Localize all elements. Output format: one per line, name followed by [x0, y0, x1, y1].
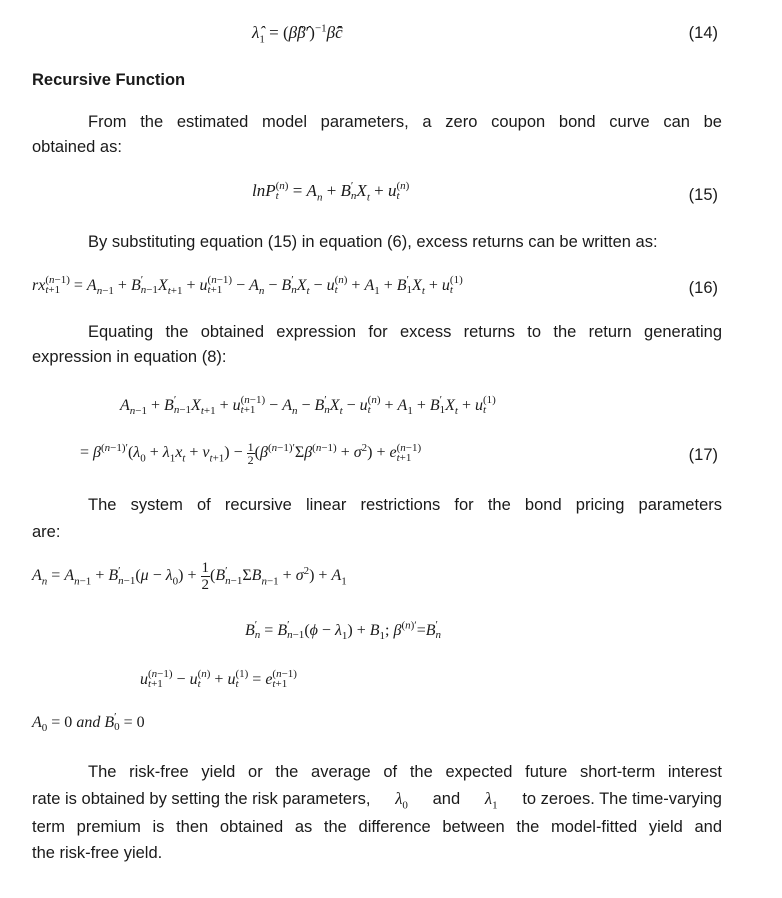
paragraph-5-line-3-text: term premium is then obtained as the difference between the model-fitted yield and [32, 818, 722, 836]
lambda-1-symbol: $\lambda_1$ [484, 789, 498, 812]
equation-number-16: (16) [688, 279, 718, 297]
section-heading: Recursive Function [32, 71, 186, 89]
equation-15: lnP (n) t = $A_n + B$ ′ n $X_t + u$ (n) t [252, 180, 410, 204]
paragraph-3-line-1-text: Equating the obtained expression for excess returns to the return generating [88, 323, 722, 341]
paragraph-5-line-1 [88, 762, 722, 782]
paragraph-1-line-1 [88, 112, 722, 132]
paragraph-3-line-2: expression in equation (8): [32, 348, 227, 366]
equation-17-lhs: $A_{n-1} + B$ ′ n−1 $X_{t+1} + u$ (n−1) t+1 − $A_n - B$ ′ n $X_t - u$ (n) t + $A_1 + B$ ′ 1 $X_t + u$ (1) t [120, 394, 496, 418]
paragraph-5-line-3 [32, 817, 722, 837]
restriction-u: u (n−1) t+1 − u (n) t + u (1) t = e (n−1) t+1 [140, 668, 297, 691]
paragraph-5-line-1-text: The risk-free yield or the average of the expected future short-term interest [88, 763, 722, 781]
equation-16: rx (n−1) t+1 = $A_{n-1} + B$ ′ n−1 $X_{t+1} + u$ (n−1) t+1 − $A_n - B$ ′ n $X_t - u$ (n) t + $A_1 + B$ ′ 1 $X_t + u$ (1) t [32, 274, 463, 298]
paragraph-4-line-2: are: [32, 523, 61, 541]
lambda-0-symbol: $\lambda_0$ [395, 789, 408, 812]
paragraph-5-line-2-c: to zeroes. The time-varying [522, 790, 722, 808]
paragraph-5-line-4: the risk-free yield. [32, 844, 163, 862]
paragraph-2-line-1: By substituting equation (15) in equation (6), excess returns can be written as: [88, 233, 658, 251]
initial-conditions: $A_0 = 0$ and B ′ 0 = 0 [32, 711, 145, 735]
paragraph-5-line-2-b: and [432, 790, 461, 808]
paragraph-5-line-2-a: rate is obtained by setting the risk parameters, [32, 790, 371, 808]
paragraph-3-line-1 [88, 322, 722, 342]
paragraph-1-line-1-text: From the estimated model parameters, a zero coupon bond curve can be [88, 113, 722, 131]
restriction-a-n: $A_n = A_{n-1} + B$ ′ n−1 $(\mu - \lambda_0)$ + $\frac{1}{2}$ (B ′ n−1 $\Sigma B_{n-1} + \sigma^2) + A_1$ [32, 560, 347, 593]
equation-17-rhs: = $\beta^{(n-1)'}(\lambda_0 + \lambda_1x_t + v_{t+1})$ − $\frac{1}{2}$ $(\beta^{(n-1)'}\Sigma\beta^{(n-1)} + \sigma^2) + e$ (n−1) t+1 [80, 440, 422, 467]
equation-number-15: (15) [688, 186, 718, 204]
restriction-b-n: B ′ n = B ′ n−1 $(\phi - \lambda_1) + B_1$; $\beta^{(n)'}=B$ ′ n [245, 619, 442, 643]
equation-number-17: (17) [688, 446, 718, 464]
equation-number-14: (14) [688, 24, 718, 42]
equation-14: $\lambdâ_1$ = (β̂β̂′)$^{-1}$β̂ĉ [252, 22, 343, 46]
paragraph-5-line-2 [32, 789, 722, 812]
paragraph-4-line-1-text: The system of recursive linear restrictions for the bond pricing parameters [88, 496, 722, 514]
paragraph-1-line-2: obtained as: [32, 138, 122, 156]
paragraph-4-line-1 [88, 495, 722, 515]
